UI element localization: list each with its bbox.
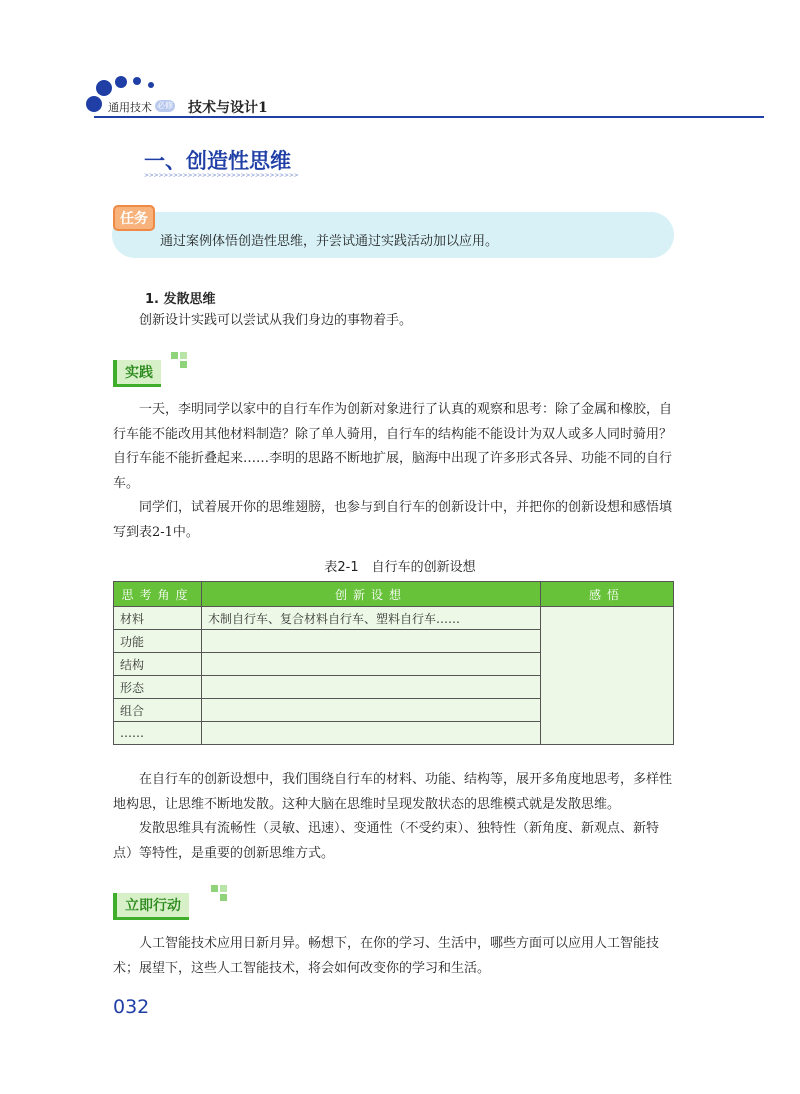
- table-cell-idea: [202, 722, 541, 745]
- table-header-cell: 创新设想: [202, 582, 541, 607]
- subsection-heading: 1. 发散思维: [145, 292, 216, 307]
- practice-paragraph-1: 一天，李明同学以家中的自行车作为创新对象进行了认真的观察和思考：除了金属和橡胶，自行车能不能改用其他材料制造？除了单人骑用，自行车的结构能不能设计为双人或多人同时骑用？自行车能不能折叠起来……李明的思路不断地扩展，脑海中出现了许多形式各异、功能不同的自行车。: [113, 402, 673, 491]
- header-badge: 必修: [157, 101, 173, 110]
- action-tag: 立即行动: [113, 893, 189, 920]
- practice-paragraph-2: 同学们，试着展开你的思维翅膀，也参与到自行车的创新设计中，并把你的创新设想和感悟填写到表2-1中。: [113, 500, 673, 540]
- practice-deco-square: [171, 352, 178, 359]
- task-tag: 任务: [113, 205, 155, 231]
- table-row: [114, 607, 674, 630]
- header-book-title: 技术与设计1: [188, 100, 268, 116]
- table-cell-label: ……: [114, 722, 202, 745]
- action-text: 人工智能技术应用日新月异。畅想下，在你的学习、生活中，哪些方面可以应用人工智能技术；展望下，这些人工智能技术，将会如何改变你的学习和生活。: [113, 936, 660, 976]
- table-cell-idea: [202, 699, 541, 722]
- table-header-cell: 思考角度: [114, 582, 202, 607]
- practice-deco-square: [180, 361, 187, 368]
- section-title: 一、创造性思维: [144, 149, 291, 173]
- task-text: 通过案例体悟创造性思维，并尝试通过实践活动加以应用。: [160, 234, 499, 249]
- table-header-cell: 感悟: [541, 582, 674, 607]
- table-cell-idea: [202, 630, 541, 653]
- table-cell-label: 组合: [114, 699, 202, 722]
- practice-tag: 实践: [113, 360, 161, 387]
- table-cell-label: 形态: [114, 676, 202, 699]
- table-cell-label: 结构: [114, 653, 202, 676]
- action-deco-square: [220, 894, 227, 901]
- table-caption: 表2-1 自行车的创新设想: [324, 560, 476, 575]
- page-number: 032: [113, 996, 150, 1018]
- action-deco-square: [211, 885, 218, 892]
- subsection-intro: 创新设计实践可以尝试从我们身边的事物着手。: [139, 313, 413, 328]
- header-series: 通用技术: [108, 101, 152, 114]
- table-cell-insight: [541, 607, 674, 745]
- table-cell-label: 功能: [114, 630, 202, 653]
- table-cell-label: 材料: [114, 607, 202, 630]
- section-title-underline: >>>>>>>>>>>>>>>>>>>>>>>>>>>>>>>>: [144, 172, 299, 179]
- table-cell-idea: [202, 653, 541, 676]
- table-header-row: [114, 582, 674, 607]
- ideas-table: [113, 581, 674, 745]
- table-cell-idea: 木制自行车、复合材料自行车、塑料自行车……: [202, 607, 541, 630]
- body-paragraph-1: 在自行车的创新设想中，我们围绕自行车的材料、功能、结构等，展开多角度地思考，多样性地构思，让思维不断地发散。这种大脑在思维时呈现发散状态的思维模式就是发散思维。: [113, 772, 673, 812]
- action-deco-square: [220, 885, 227, 892]
- practice-deco-square: [180, 352, 187, 359]
- table-cell-idea: [202, 676, 541, 699]
- body-paragraph-2: 发散思维具有流畅性（灵敏、迅速）、变通性（不受约束）、独特性（新角度、新观点、新特点）等特性，是重要的创新思维方式。: [113, 821, 660, 861]
